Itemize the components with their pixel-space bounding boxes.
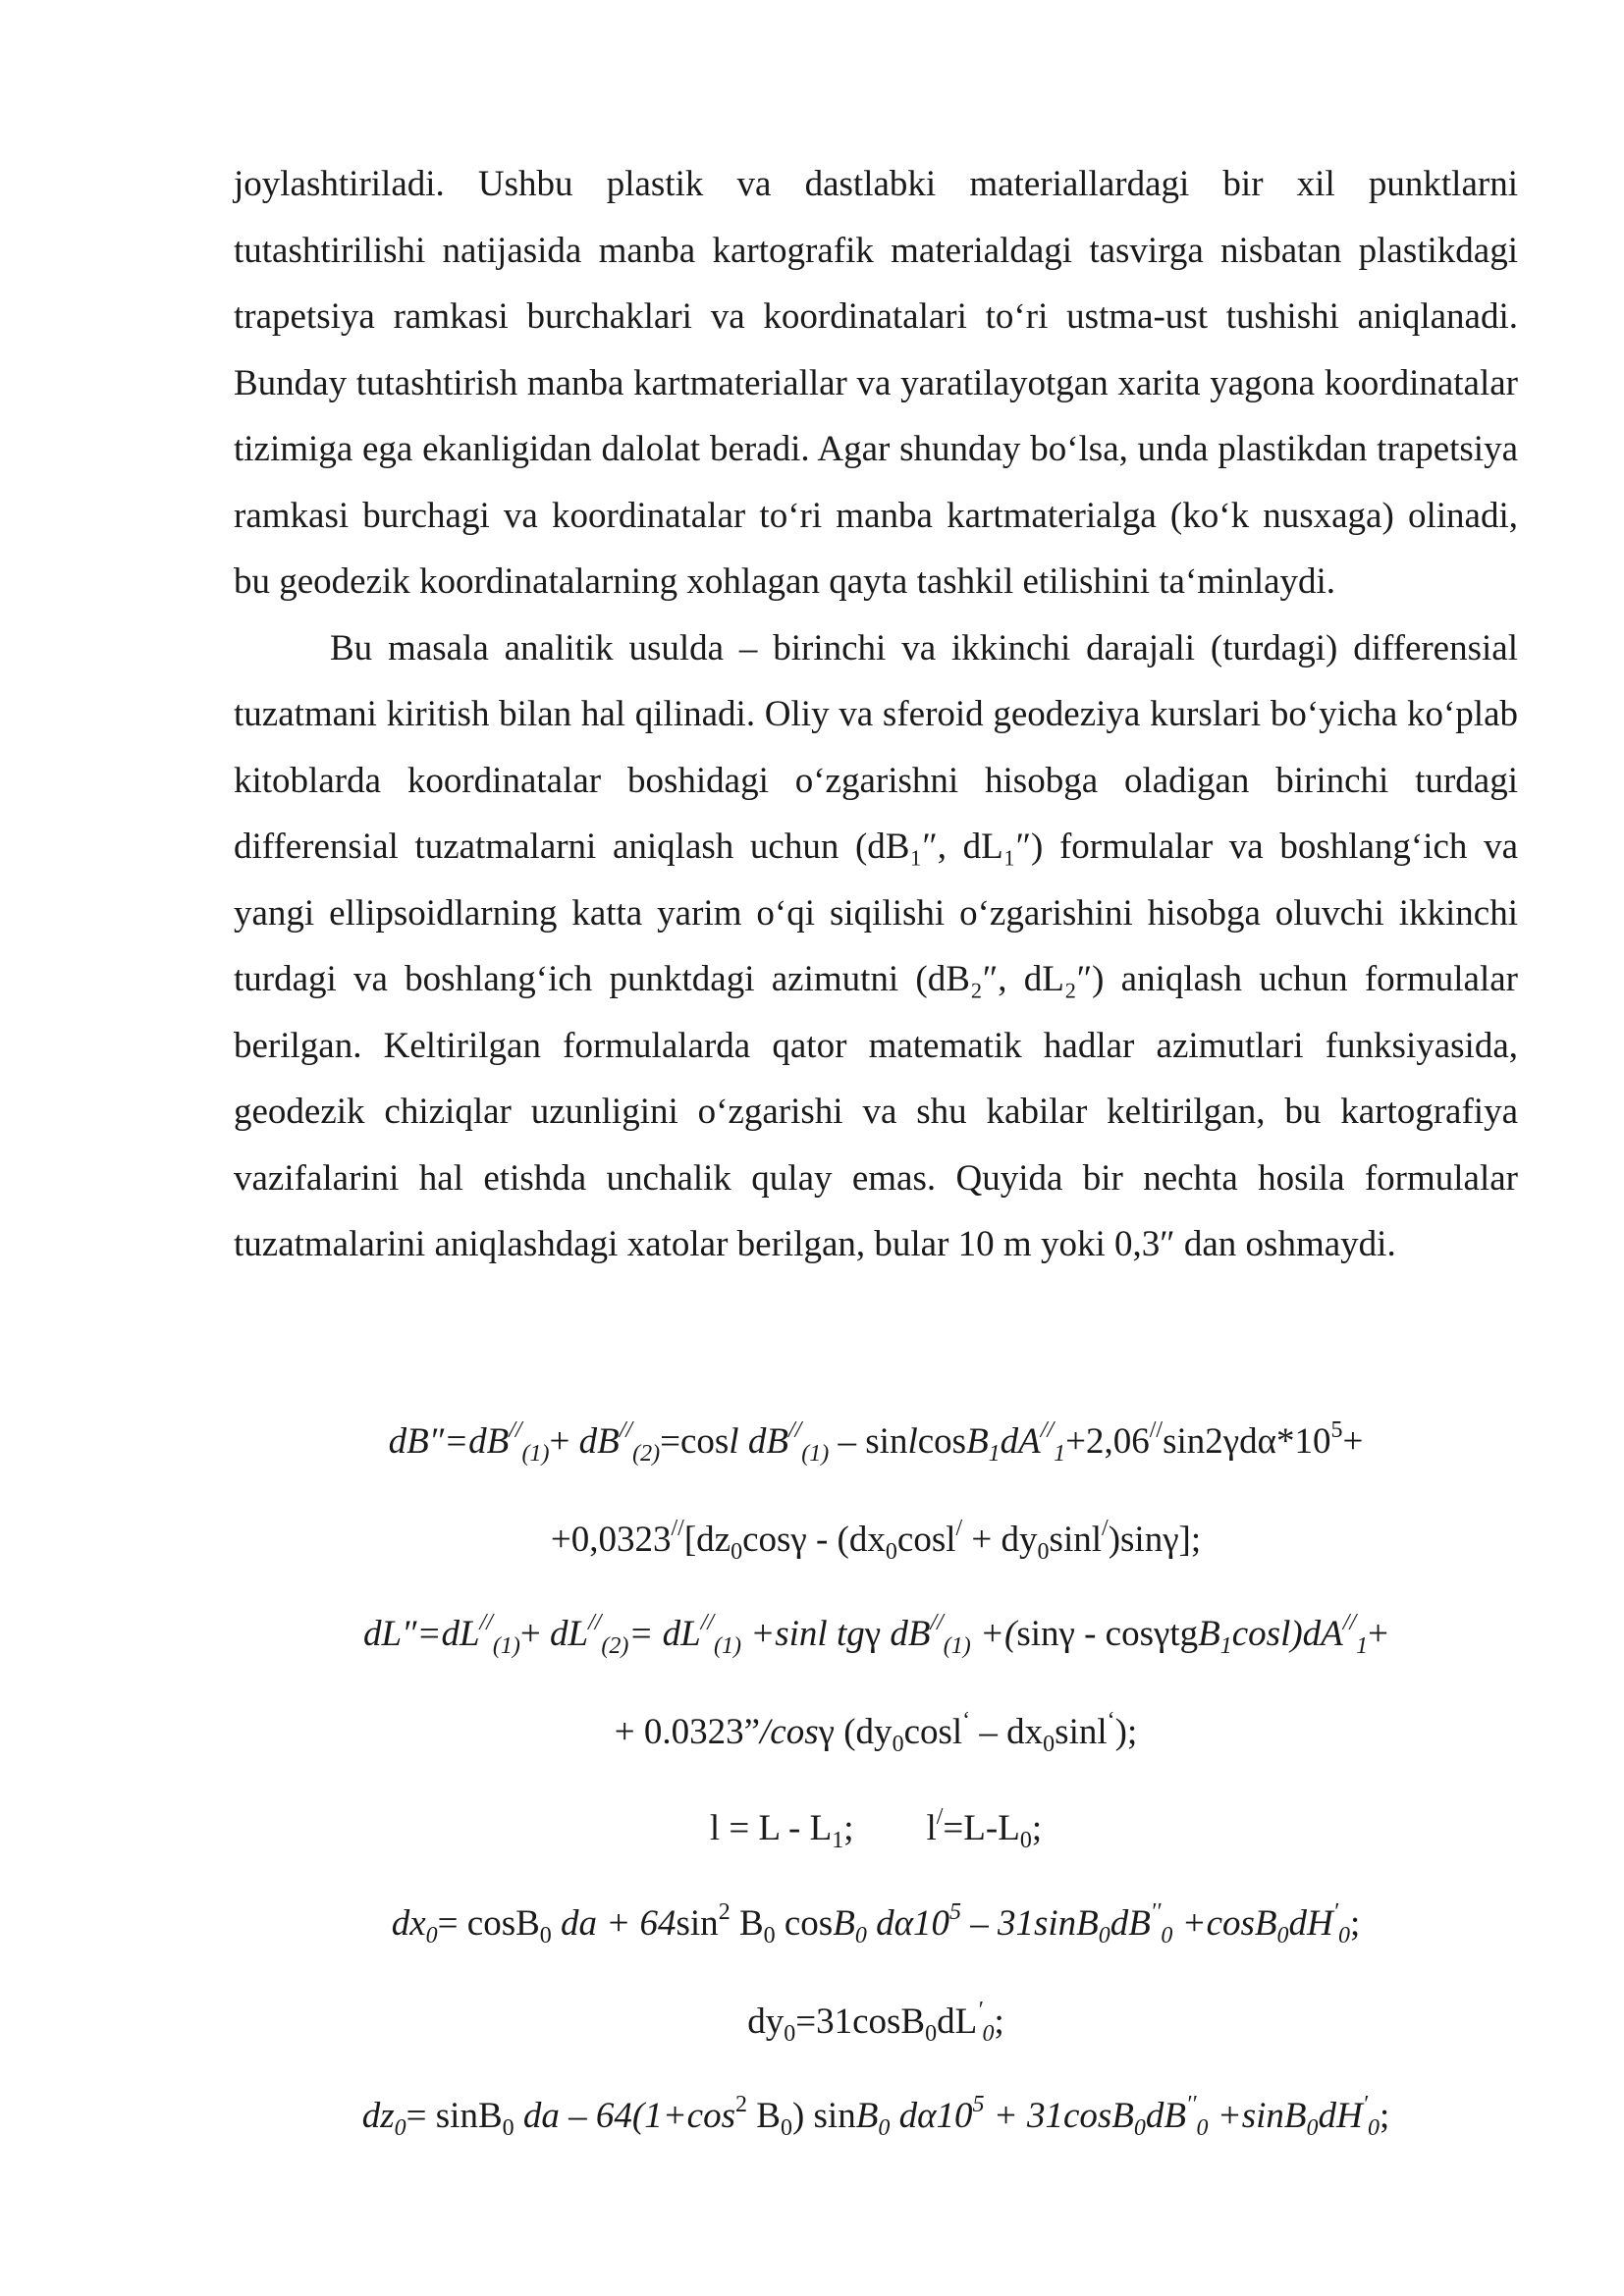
formula-run: 0 (780, 2115, 792, 2141)
formula-run: 0 (731, 1539, 743, 1565)
formula-dx0 (234, 1888, 1518, 1960)
formula-run: 1 (832, 1828, 844, 1853)
formula-run: 1 (1219, 1633, 1232, 1659)
formula-run: sinl (1049, 1520, 1103, 1560)
formula-run: +sinl tg (741, 1614, 865, 1654)
formula-run: B (730, 1903, 764, 1944)
paragraph-1: joylashtiriladi. Ushbu plastik va dastlabki materiallardagi bir xil punktlarni tutashtirilishi natijasida manba kartografik materialdagi tasvirga nisbatan plastikdagi trapetsiya ramkasi burchaklari va koordinatalari to‘ri ustma-ust tushishi aniqlanadi. Bunday tutashtirish manba kartmateriallar va yaratilayotgan xarita yagona koordinatalar tizimiga ega ekanligidan dalolat beradi. Agar shunday bo‘lsa, unda plastikdan trapetsiya ramkasi burchagi va koordinatalar to‘ri manba kartmaterialga (ko‘k nusxaga) olinadi, bu geodezik koordinatalarning xohlagan qayta tashkil etilishini ta‘minlaydi. (234, 164, 1518, 602)
formula-run: (2) (601, 1633, 629, 1659)
formula-run: cosγ - (dx (742, 1520, 886, 1560)
formula-run: 0 (1019, 1828, 1032, 1853)
formula-run: 2 (735, 2092, 748, 2117)
formula-run: +sinB (1208, 2096, 1307, 2136)
formula-run: cosl (903, 1712, 963, 1752)
formula-run: dB (890, 1614, 931, 1654)
formula-run: 1 (1054, 1441, 1066, 1467)
formula-run: B (855, 2096, 879, 2136)
formula-run: cos (917, 1421, 967, 1462)
paragraph-2: Bu masala analitik usulda – birinchi va ikkinchi darajali (turdagi) differensial tuzatmani kiritish bilan hal qilinadi. Oliy va sferoid geodeziya kurslari bo‘yicha ko‘plab kitoblarda koordinatalar boshidagi o‘zgarishni hisobga oladigan birinchi turdagi differensial tuzatmalarni aniqlash uchun (dB₁″, dL₁″) formulalar va boshlang‘ich va yangi ellipsoidlarning katta yarim o‘qi siqilishi o‘zgarishini hisobga oluvchi ikkinchi turdagi va boshlang‘ich punktdagi azimutni (dB₂″, dL₂″) aniqlash uchun formulalar berilgan. Keltirilgan formulalarda qator matematik hadlar azimutlari funksiyasida, geodezik chiziqlar uzunligini o‘zgarishi va shu kabilar keltirilgan, bu kartografiya vazifalarini hal etishda unchalik qulay emas. Quyida bir nechta hosila formulalar tuzatmalarini aniqlashdagi xatolar berilgan, bular 10 m yoki 0,3″ dan oshmaydi. (234, 627, 1518, 1264)
formula-run: γ (dy (818, 1712, 893, 1752)
formula-run: 2 (718, 1899, 731, 1925)
formula-run: ; (1350, 1903, 1361, 1944)
formula-run: dz (361, 2096, 395, 2136)
formula-run: l dB (729, 1421, 788, 1462)
formula-run: (1) (714, 1633, 742, 1659)
formula-run: 5 (948, 1899, 961, 1925)
formula-run: 0 (784, 2021, 796, 2047)
formula-run: + 31cosB (984, 2096, 1134, 2136)
formula-run: B (966, 1421, 989, 1462)
formula-run: 0 (1276, 1923, 1289, 1949)
formula-run: (1) (521, 1441, 550, 1467)
formula-run: 0 (1161, 1923, 1173, 1949)
formula-run: dL″=dL (362, 1614, 480, 1654)
formula-dy0 (234, 1986, 1518, 2058)
formula-run: // (700, 1610, 715, 1635)
formula-run: γ (864, 1614, 891, 1654)
formula-run: ′′ (1185, 2092, 1197, 2117)
formula-l-definition (234, 1792, 1518, 1865)
formula-run: +cosB (1172, 1903, 1277, 1944)
formula-run: cosl)dA (1231, 1614, 1343, 1654)
formula-run: = dL (628, 1614, 701, 1654)
formula-run: (1) (492, 1633, 520, 1659)
formula-dL (234, 1598, 1518, 1671)
formula-run: =cos (660, 1421, 730, 1462)
formula-run: // (619, 1417, 633, 1443)
formula-run: // (671, 1516, 684, 1541)
formula-run: // (930, 1610, 944, 1635)
formula-run: 1 (1356, 1633, 1369, 1659)
formula-run: 0 (1196, 2115, 1209, 2141)
formula-run: // (588, 1610, 602, 1635)
formula-run: ; (1031, 1808, 1043, 1848)
formula-run: – 31sinB (960, 1903, 1099, 1944)
formula-run: dB (1110, 1903, 1151, 1944)
formula-run: ′′ (1150, 1899, 1162, 1925)
formula-run: +2,06 (1065, 1421, 1150, 1462)
formula-run: ‘ (962, 1708, 971, 1734)
formula-run: (1) (801, 1441, 830, 1467)
formula-run: B (833, 1903, 855, 1944)
formula-dB-continuation (234, 1504, 1518, 1576)
formula-run: ; l (843, 1808, 937, 1848)
formula-run: ; (994, 2002, 1004, 2042)
formula-run: =31cosB (795, 2002, 926, 2042)
formula-run: 5 (1330, 1417, 1343, 1443)
formula-run: l (907, 1421, 918, 1462)
formula-run: ); (1114, 1712, 1138, 1752)
formula-run: / (936, 1804, 944, 1830)
formula-run: sin (676, 1903, 719, 1944)
formula-run: )sinγ]; (1108, 1520, 1202, 1560)
formula-run: dH (1318, 2096, 1363, 2136)
formula-run: 0 (502, 2115, 514, 2141)
formula-run: [dz (683, 1520, 731, 1560)
formula-run: – dx (970, 1712, 1044, 1752)
formula-run: (2) (632, 1441, 661, 1467)
formula-run: dB″=dB (388, 1421, 510, 1462)
formula-run: dL (549, 1614, 589, 1654)
formula-run: /cos (760, 1712, 819, 1752)
formula-run: = sinB (406, 2096, 503, 2136)
formula-run: 0 (1098, 1923, 1110, 1949)
formula-run: dL (937, 2002, 978, 2042)
formula-run: / (955, 1516, 963, 1541)
formula-run: da – 64(1+cos (514, 2096, 736, 2136)
formula-run: + (549, 1421, 579, 1462)
formula-dB (234, 1406, 1518, 1478)
formula-run: dH (1288, 1903, 1333, 1944)
formula-run: dB (578, 1421, 620, 1462)
formula-run: 0 (1037, 1539, 1050, 1565)
formula-run: // (1040, 1417, 1055, 1443)
formula-run: +0,0323 (550, 1520, 672, 1560)
formula-run: 0 (1338, 1923, 1350, 1949)
formula-run: // (787, 1417, 802, 1443)
formula-run: dx (391, 1903, 426, 1944)
formula-run: 1 (988, 1441, 1001, 1467)
formula-run: B (1198, 1614, 1220, 1654)
formula-run: // (509, 1417, 522, 1443)
formula-run: 0 (982, 2021, 995, 2047)
formula-run: dα10 (866, 1903, 949, 1944)
formula-run: sinl (1055, 1712, 1108, 1752)
formula-run: 0 (925, 2021, 938, 2047)
formula-run: (1) (943, 1633, 971, 1659)
formula-run: + (1368, 1614, 1388, 1654)
formula-run: // (1342, 1610, 1357, 1635)
formula-run: – sin (829, 1421, 908, 1462)
formula-run: dA (1000, 1421, 1041, 1462)
formula-run: ) sin (791, 2096, 856, 2136)
formula-run: ′ (977, 1998, 983, 2023)
formula-run: dB (1145, 2096, 1186, 2136)
formula-run: cos (775, 1903, 834, 1944)
formula-run: 0 (1306, 2115, 1319, 2141)
formula-run: + 0.0323” (614, 1712, 761, 1752)
formula-run: sin2γdα*10 (1163, 1421, 1331, 1462)
formula-run: + dy (962, 1520, 1038, 1560)
formula-dL-continuation (234, 1696, 1518, 1769)
formula-run: dα10 (890, 2096, 973, 2136)
formula-run: 0 (854, 1923, 867, 1949)
formula-run: 0 (394, 2115, 406, 2141)
formula-run: 0 (763, 1923, 776, 1949)
formula-run: ; (1379, 2096, 1390, 2136)
formula-run: + (1342, 1421, 1364, 1462)
formula-run: =L-L (943, 1808, 1020, 1848)
formula-run: 0 (892, 1732, 904, 1757)
formula-run: 0 (539, 1923, 552, 1949)
formula-run: / (1102, 1516, 1109, 1541)
formula-run: +( (970, 1614, 1017, 1654)
formula-run: + (519, 1614, 550, 1654)
formula-run: // (479, 1610, 493, 1635)
formula-dz0 (234, 2080, 1518, 2153)
formula-run: sinγ - cosγtg (1016, 1614, 1199, 1654)
formula-run: 0 (1043, 1732, 1056, 1757)
formula-run: ′ (1332, 1899, 1338, 1925)
formula-run: 0 (1367, 2115, 1380, 2141)
formula-run: 5 (972, 2092, 985, 2117)
formula-run: 0 (885, 1539, 897, 1565)
formula-run: dy (747, 2002, 785, 2042)
formula-run: cosl (896, 1520, 956, 1560)
formula-run: // (1149, 1417, 1164, 1443)
formula-run: 0 (878, 2115, 891, 2141)
formula-run: ‘ (1107, 1708, 1115, 1734)
formula-run: ′ (1362, 2092, 1368, 2117)
formula-run: 0 (1133, 2115, 1146, 2141)
formula-run: da + 64 (551, 1903, 677, 1944)
formula-run: 0 (425, 1923, 438, 1949)
formula-run: = cosB (437, 1903, 540, 1944)
formula-run: l = L - L (709, 1808, 833, 1848)
formula-run: B (747, 2096, 781, 2136)
body-text (234, 151, 1518, 1278)
